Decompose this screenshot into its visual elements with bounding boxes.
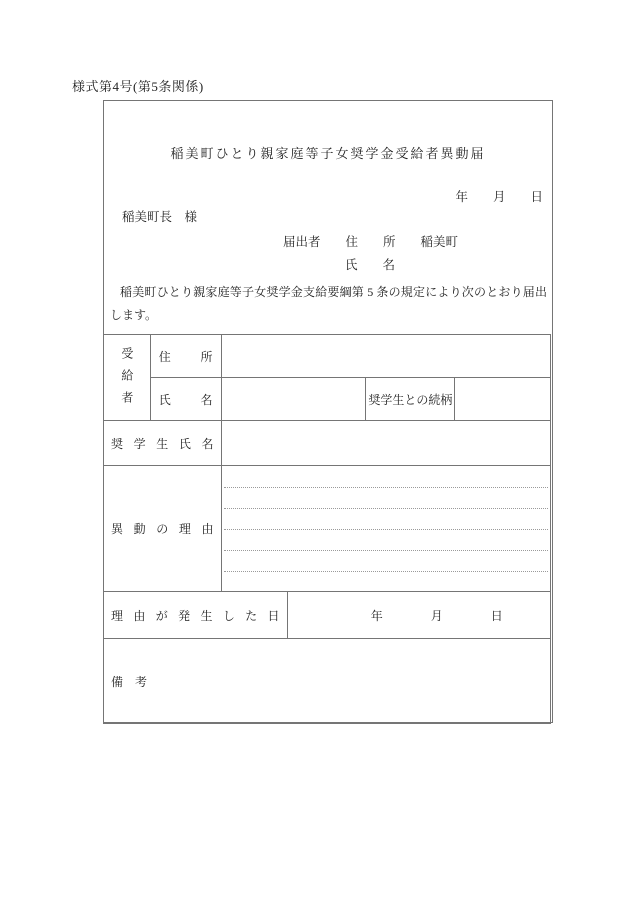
dotted-rule — [224, 508, 548, 509]
declarant-name-line: 氏 名 — [345, 258, 396, 272]
form-number-label: 様式第4号(第5条関係) — [72, 79, 204, 94]
student-name-value-cell — [221, 421, 550, 466]
student-name-label: 奨 学 生 氏 名 — [104, 421, 222, 466]
body-text-line1: 稲美町ひとり親家庭等子女奨学金支給要綱第 5 条の規定により次のとおり届出 — [120, 285, 547, 299]
relation-label: 奨学生との続柄 — [366, 378, 455, 421]
name-label: 氏 名 — [150, 378, 221, 421]
recipient-group-label: 受給者 — [119, 346, 134, 413]
change-reason-label: 異 動 の 理 由 — [104, 466, 222, 592]
recipient-group-cell — [104, 335, 151, 421]
dotted-rule — [224, 550, 548, 551]
table-row — [104, 466, 551, 592]
form-box — [103, 100, 553, 723]
remarks-cell: 備 考 — [104, 639, 551, 724]
change-reason-value-cell — [221, 466, 550, 592]
relation-value-cell — [455, 378, 551, 421]
form-table — [103, 334, 551, 724]
table-row — [104, 335, 551, 378]
address-label: 住 所 — [150, 335, 221, 378]
table-row — [104, 639, 551, 724]
reason-date-value: 年 月 日 — [287, 592, 550, 639]
name-value-cell — [221, 378, 366, 421]
addressee-line: 稲美町長 様 — [122, 210, 198, 224]
dotted-rule — [224, 571, 548, 572]
dotted-rule — [224, 487, 548, 488]
dotted-rule — [224, 529, 548, 530]
body-text-line2: します。 — [110, 308, 158, 322]
table-row — [104, 421, 551, 466]
form-title: 稲美町ひとり親家庭等子女奨学金受給者異動届 — [170, 146, 486, 161]
declarant-address-line: 届出者 住 所 稲美町 — [283, 235, 459, 249]
table-row — [104, 378, 551, 421]
submission-date-line: 年 月 日 — [455, 190, 543, 204]
address-value-cell — [221, 335, 550, 378]
table-row — [104, 592, 551, 639]
reason-date-label: 理 由 が 発 生 し た 日 — [104, 592, 288, 639]
